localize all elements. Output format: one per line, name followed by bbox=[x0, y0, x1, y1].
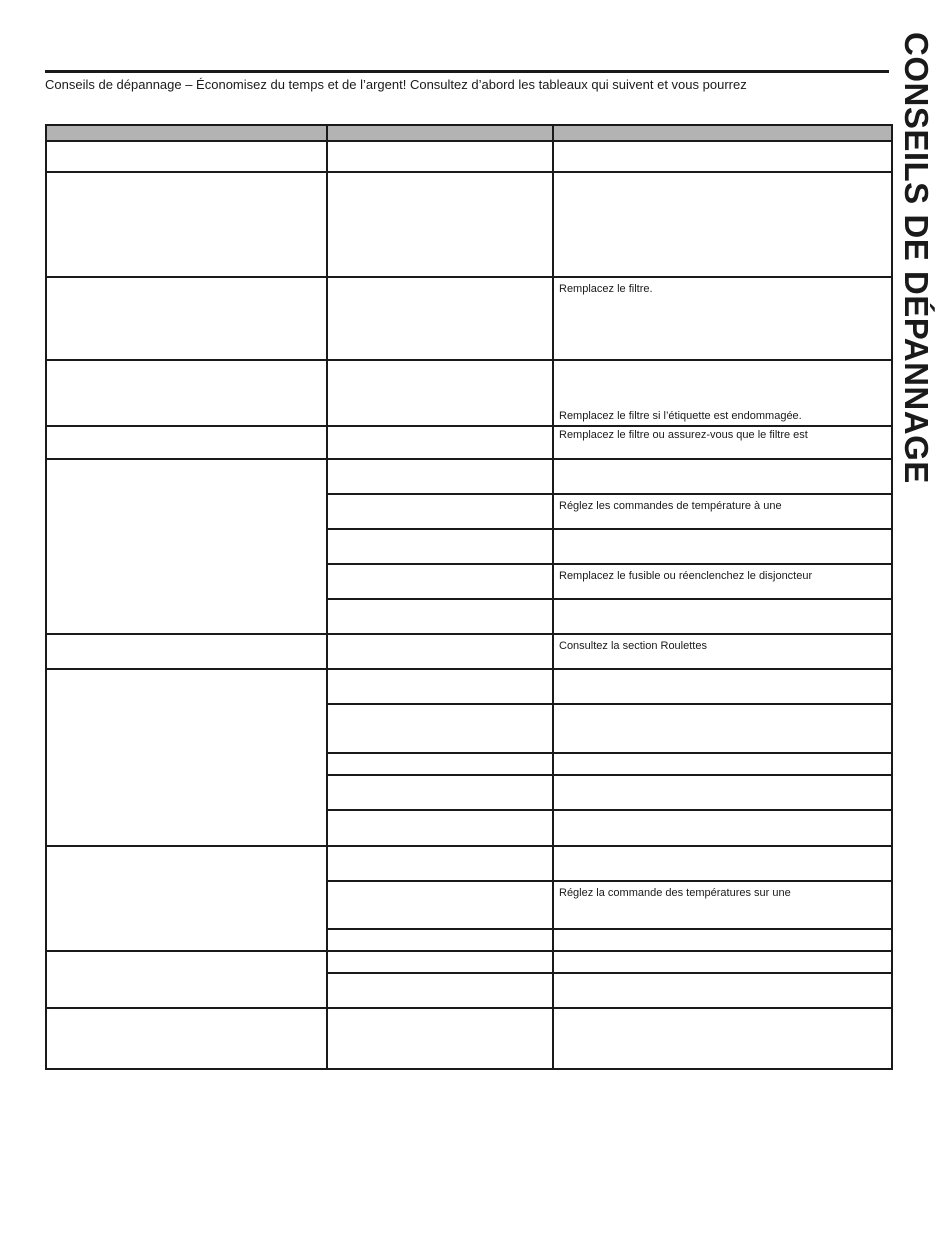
cause-cell bbox=[327, 172, 553, 277]
table-row bbox=[46, 426, 892, 459]
cause-cell bbox=[327, 929, 553, 951]
table-row bbox=[46, 172, 892, 277]
problem-cell bbox=[46, 360, 327, 426]
cause-cell bbox=[327, 1008, 553, 1069]
remedy-cell bbox=[553, 669, 892, 704]
cause-cell bbox=[327, 973, 553, 1008]
remedy-cell bbox=[553, 141, 892, 172]
table-row bbox=[46, 459, 892, 494]
table-row bbox=[46, 141, 892, 172]
problem-cell bbox=[46, 846, 327, 951]
cause-cell bbox=[327, 753, 553, 775]
remedy-cell bbox=[553, 360, 892, 426]
remedy-cell bbox=[553, 929, 892, 951]
remedy-cell bbox=[553, 494, 892, 529]
remedy-cell bbox=[553, 426, 892, 459]
remedy-cell bbox=[553, 846, 892, 881]
cause-cell bbox=[327, 529, 553, 564]
remedy-cell bbox=[553, 529, 892, 564]
side-title: CONSEILS DE DÉPANNAGE bbox=[898, 32, 935, 484]
header-rule bbox=[45, 70, 889, 73]
table-row bbox=[46, 846, 892, 881]
remedy-cell bbox=[553, 599, 892, 634]
cause-cell bbox=[327, 459, 553, 494]
cause-cell bbox=[327, 810, 553, 846]
table-row bbox=[46, 951, 892, 973]
cause-cell bbox=[327, 141, 553, 172]
header-cell-problem bbox=[46, 125, 327, 141]
remedy-cell bbox=[553, 881, 892, 929]
cause-cell bbox=[327, 599, 553, 634]
table-row bbox=[46, 669, 892, 704]
remedy-text: Consultez la section Roulettes bbox=[559, 640, 707, 652]
problem-cell bbox=[46, 951, 327, 1008]
problem-cell bbox=[46, 669, 327, 846]
header-cell-cause bbox=[327, 125, 553, 141]
cause-cell bbox=[327, 277, 553, 360]
remedy-text: Remplacez le filtre ou assurez-vous que le filtre est bbox=[559, 429, 808, 441]
remedy-cell bbox=[553, 704, 892, 753]
table-row bbox=[46, 277, 892, 360]
intro-text: Conseils de dépannage – Économisez du temps et de l’argent! Consultez d’abord les tableaux qui suivent et vous pourrez bbox=[45, 77, 747, 92]
problem-cell bbox=[46, 426, 327, 459]
header-cell-remedy bbox=[553, 125, 892, 141]
problem-cell bbox=[46, 634, 327, 669]
table-row bbox=[46, 1008, 892, 1069]
remedy-text: Réglez les commandes de température à une bbox=[559, 500, 782, 512]
remedy-cell bbox=[553, 172, 892, 277]
cause-cell bbox=[327, 669, 553, 704]
cause-cell bbox=[327, 881, 553, 929]
remedy-cell bbox=[553, 810, 892, 846]
remedy-cell bbox=[553, 775, 892, 810]
remedy-cell bbox=[553, 634, 892, 669]
remedy-cell bbox=[553, 1008, 892, 1069]
troubleshooting-table bbox=[45, 124, 893, 1070]
table-header-row bbox=[46, 125, 892, 141]
problem-cell bbox=[46, 1008, 327, 1069]
remedy-cell bbox=[553, 277, 892, 360]
table-row bbox=[46, 634, 892, 669]
remedy-cell bbox=[553, 459, 892, 494]
cause-cell bbox=[327, 775, 553, 810]
cause-cell bbox=[327, 360, 553, 426]
problem-cell bbox=[46, 459, 327, 634]
problem-cell bbox=[46, 277, 327, 360]
cause-cell bbox=[327, 494, 553, 529]
problem-cell bbox=[46, 172, 327, 277]
cause-cell bbox=[327, 426, 553, 459]
cause-cell bbox=[327, 564, 553, 599]
cause-cell bbox=[327, 704, 553, 753]
cause-cell bbox=[327, 634, 553, 669]
remedy-text: Remplacez le fusible ou réenclenchez le disjoncteur bbox=[559, 570, 813, 582]
remedy-text: Remplacez le filtre si l’étiquette est endommagée. bbox=[559, 410, 802, 422]
remedy-text: Réglez la commande des températures sur une bbox=[559, 887, 791, 899]
cause-cell bbox=[327, 951, 553, 973]
remedy-text: Remplacez le filtre. bbox=[559, 283, 653, 295]
cause-cell bbox=[327, 846, 553, 881]
remedy-cell bbox=[553, 973, 892, 1008]
table-row bbox=[46, 360, 892, 426]
remedy-cell bbox=[553, 564, 892, 599]
remedy-cell bbox=[553, 753, 892, 775]
remedy-cell bbox=[553, 951, 892, 973]
problem-cell bbox=[46, 141, 327, 172]
